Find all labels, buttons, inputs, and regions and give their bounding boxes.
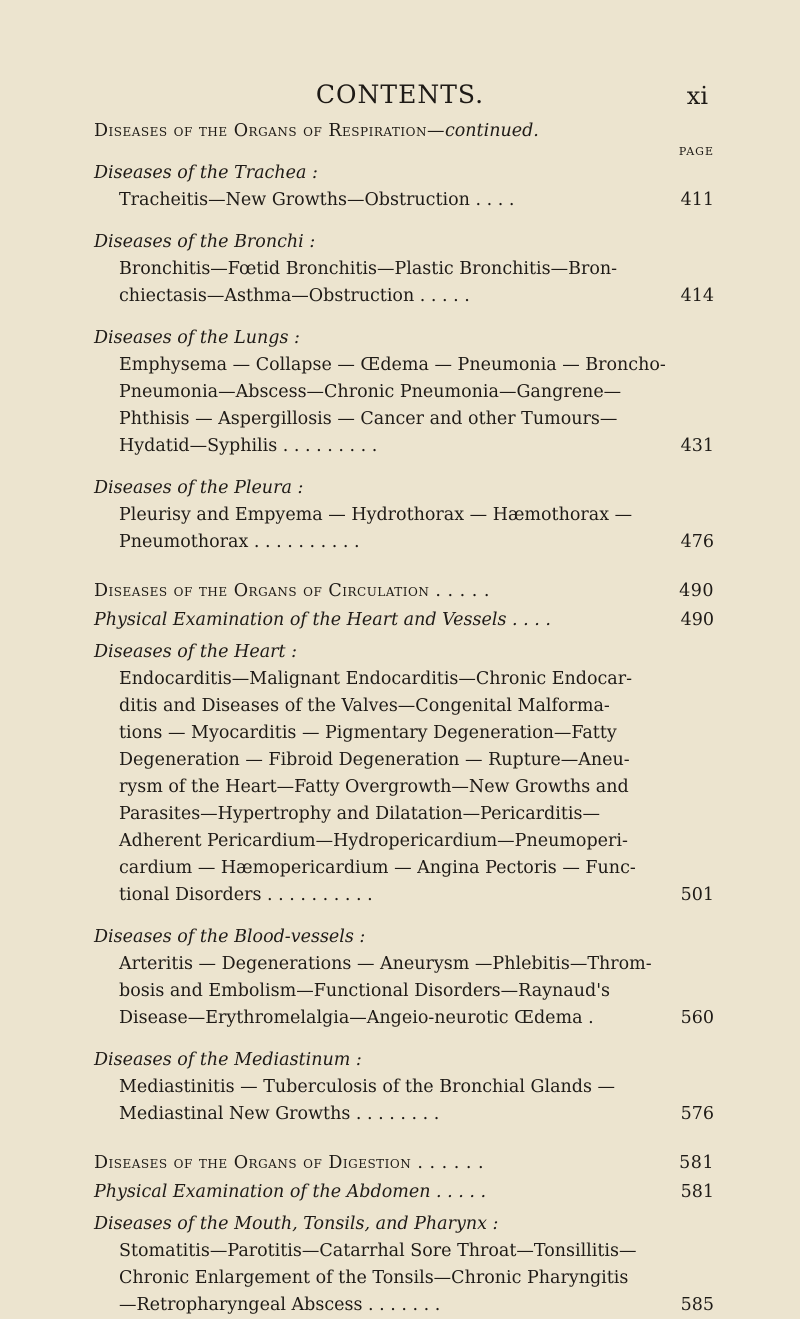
entry-line: Arteritis — Degenerations — Aneurysm —Phlebitis—Throm- <box>119 954 652 974</box>
part-page-number: 581 <box>679 1153 714 1173</box>
exam-title: Physical Examination of the Abdomen . . . . . <box>94 1182 487 1202</box>
entry-block <box>119 666 714 909</box>
entry-line: Degeneration — Fibroid Degeneration — Rupture—Aneu- <box>119 750 630 770</box>
entry-line: chiectasis—Asthma—Obstruction . . . . . <box>119 286 470 306</box>
entry-line: —Retropharyngeal Abscess . . . . . . . <box>119 1295 441 1315</box>
entry-line: tions — Myocarditis — Pigmentary Degeneration—Fatty <box>119 723 617 743</box>
entry-page-number: 585 <box>680 1295 714 1315</box>
exam-heading <box>94 1178 714 1206</box>
section-heading: Diseases of the Mouth, Tonsils, and Pharynx : <box>94 1214 499 1234</box>
entry-line: Mediastinitis — Tuberculosis of the Bronchial Glands — <box>119 1077 616 1097</box>
entry-line: bosis and Embolism—Functional Disorders—Raynaud's <box>119 981 610 1001</box>
entry-page-number: 501 <box>680 885 714 905</box>
continued-heading <box>94 118 714 145</box>
section-heading: Diseases of the Blood-vessels : <box>94 927 366 947</box>
entry-line: Mediastinal New Growths . . . . . . . . <box>119 1104 440 1124</box>
page-column-label: PAGE <box>678 145 714 158</box>
section-heading: Diseases of the Mediastinum : <box>94 1050 362 1070</box>
entry-line: Pleurisy and Empyema — Hydrothorax — Hæmothorax — <box>119 505 633 525</box>
entry-line: ditis and Diseases of the Valves—Congenital Malforma- <box>119 696 610 716</box>
entry-line: Stomatitis—Parotitis—Catarrhal Sore Throat—Tonsillitis— <box>119 1241 637 1261</box>
entry-line: Pneumothorax . . . . . . . . . . <box>119 532 360 552</box>
entry-line: Chronic Enlargement of the Tonsils—Chronic Pharyngitis <box>119 1268 629 1288</box>
entry-line: tional Disorders . . . . . . . . . . <box>119 885 373 905</box>
section-heading: Diseases of the Pleura : <box>94 478 304 498</box>
continued-caps: Diseases of the Organs of Respiration— <box>94 121 445 141</box>
exam-page-number: 581 <box>680 1182 714 1202</box>
entry-line: Pneumonia—Abscess—Chronic Pneumonia—Gangrene— <box>119 382 622 402</box>
entry-line: Hydatid—Syphilis . . . . . . . . . <box>119 436 378 456</box>
entry-line: Disease—Erythromelalgia—Angeio-neurotic Œdema . <box>119 1008 594 1028</box>
section-heading: Diseases of the Lungs : <box>94 328 300 348</box>
entry-line: Emphysema — Collapse — Œdema — Pneumonia — Broncho- <box>119 355 666 375</box>
entry-line: Parasites—Hypertrophy and Dilatation—Pericarditis— <box>119 804 600 824</box>
page-header <box>0 80 800 120</box>
entry-line: Endocarditis—Malignant Endocarditis—Chronic Endocar- <box>119 669 632 689</box>
section-heading: Diseases of the Trachea : <box>94 163 318 183</box>
entry-page-number: 414 <box>680 286 714 306</box>
section-heading: Diseases of the Heart : <box>94 642 297 662</box>
exam-title: Physical Examination of the Heart and Vessels . . . . <box>94 610 551 630</box>
entry-block <box>119 1238 714 1319</box>
entry-page-number: 560 <box>680 1008 714 1028</box>
entry-page-number: 576 <box>680 1104 714 1124</box>
exam-page-number: 490 <box>680 610 714 630</box>
entry-line: rysm of the Heart—Fatty Overgrowth—New Growths and <box>119 777 629 797</box>
section-heading: Diseases of the Bronchi : <box>94 232 316 252</box>
page-folio: xi <box>686 82 708 110</box>
entry-page-number: 476 <box>680 532 714 552</box>
entry-page-number: 431 <box>680 436 714 456</box>
part-title: Diseases of the Organs of Circulation . . . . . <box>94 581 490 601</box>
entry-line: cardium — Hæmopericardium — Angina Pectoris — Func- <box>119 858 636 878</box>
entry-line: Adherent Pericardium—Hydropericardium—Pneumoperi- <box>119 831 628 851</box>
entry-line: Bronchitis—Fœtid Bronchitis—Plastic Bronchitis—Bron- <box>119 259 618 279</box>
contents-list <box>94 118 714 1319</box>
part-heading-digestion <box>94 1148 714 1178</box>
running-title: CONTENTS. <box>315 80 485 109</box>
entry-block <box>119 951 714 1032</box>
continued-italic: continued. <box>444 121 539 141</box>
part-page-number: 490 <box>679 581 714 601</box>
entry-block <box>119 1074 714 1128</box>
entry-block <box>119 256 714 310</box>
entry-block <box>119 502 714 556</box>
part-title: Diseases of the Organs of Digestion . . . . . . <box>94 1153 485 1173</box>
entry-block <box>119 187 714 214</box>
entry-page-number: 411 <box>680 190 714 210</box>
part-heading-circulation <box>94 576 714 606</box>
entry-line: Phthisis — Aspergillosis — Cancer and other Tumours— <box>119 409 618 429</box>
exam-heading <box>94 606 714 634</box>
entry-line: Tracheitis—New Growths—Obstruction . . . . <box>119 190 515 210</box>
entry-block <box>119 352 714 460</box>
